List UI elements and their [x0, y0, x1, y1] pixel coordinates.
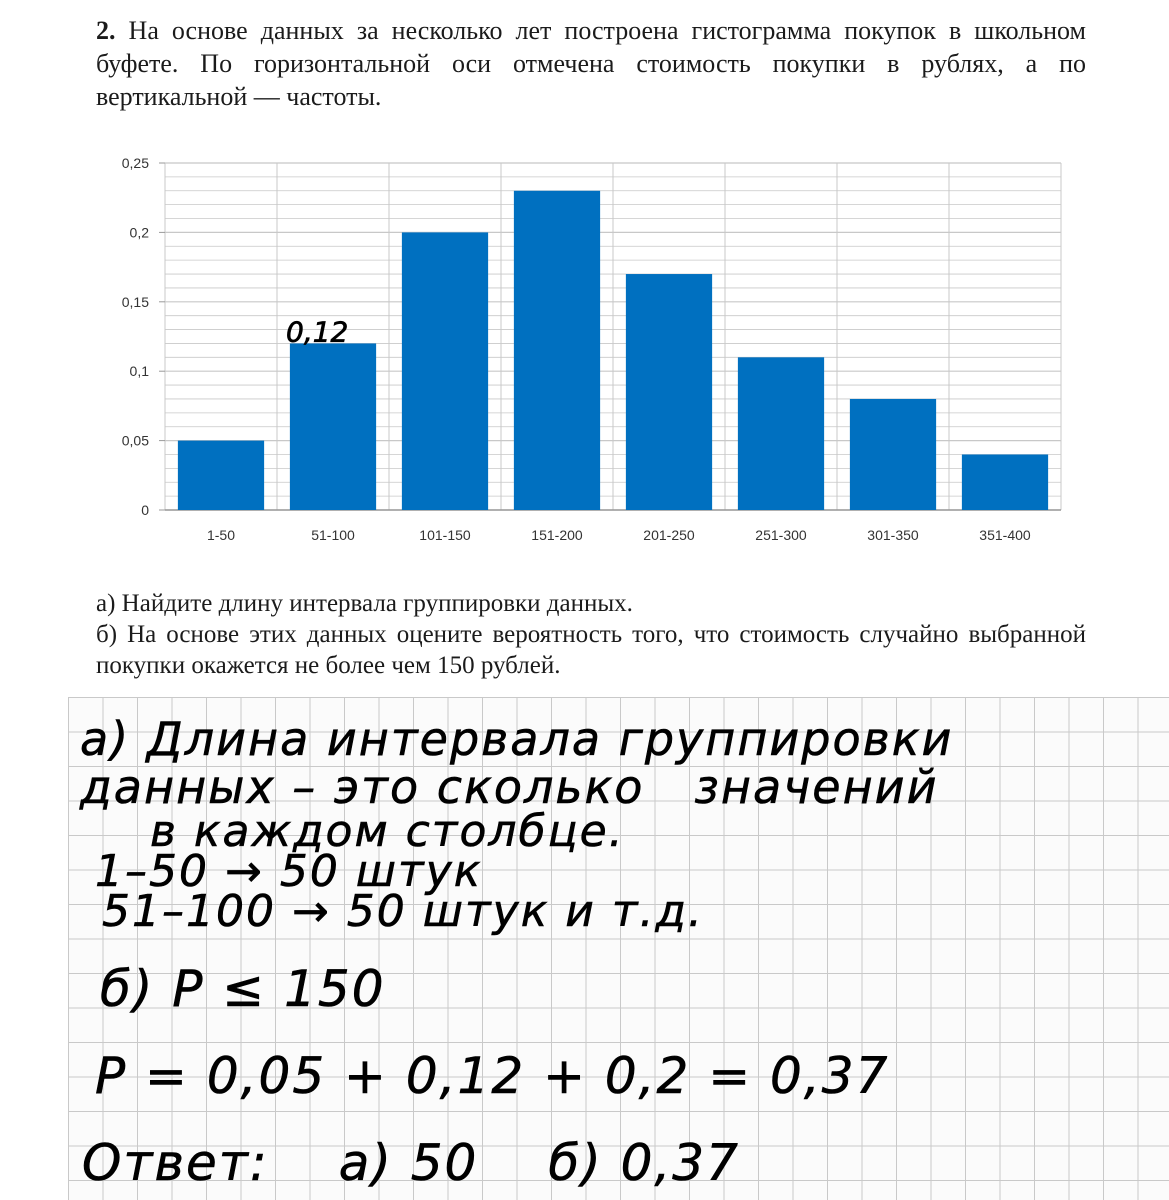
problem-number: 2.	[96, 16, 116, 45]
bar-201-250	[626, 274, 712, 510]
solution-line-4: 1–50 → 50 штук	[95, 846, 483, 897]
bar-51-100	[290, 343, 376, 510]
x-tick-label: 1-50	[206, 527, 236, 543]
x-tick-label: 351-400	[979, 527, 1031, 543]
bar-251-300	[738, 357, 824, 510]
y-tick-label: 0,1	[129, 363, 149, 380]
answer-line	[82, 1134, 740, 1192]
question-b: б) На основе этих данных оцените вероятность того, что стоимость случайно выбранной покупки окажется не более чем 150 рублей.	[96, 621, 1086, 679]
bar-annotation: 0,12	[286, 315, 349, 349]
solution-line-6: б) P ≤ 150	[100, 960, 386, 1018]
x-tick-label: 301-350	[867, 527, 919, 543]
solution-line-1: а) Длина интервала группировки	[80, 712, 954, 766]
y-tick-label: 0	[141, 502, 149, 518]
solution-line-5: 51–100 → 50 штук и т.д.	[102, 886, 704, 937]
bar-301-350	[850, 399, 936, 510]
answer-b: б) 0,37	[548, 1134, 740, 1192]
solution-line-7: P = 0,05 + 0,12 + 0,2 = 0,37	[95, 1047, 890, 1105]
x-tick-label: 201-250	[643, 527, 695, 543]
solution-line-2a: данных – это сколько	[80, 760, 645, 814]
bar-151-200	[514, 191, 600, 510]
questions	[96, 588, 1086, 681]
y-tick-label: 0,05	[121, 432, 149, 449]
problem-statement	[96, 14, 1086, 113]
question-a: а) Найдите длину интервала группировки данных.	[96, 590, 633, 617]
y-tick-label: 0,25	[121, 155, 149, 171]
y-tick-label: 0,15	[121, 293, 149, 310]
bar-351-400	[962, 454, 1048, 510]
histogram-chart	[0, 140, 1169, 580]
x-tick-label: 51-100	[311, 527, 355, 543]
x-tick-label: 101-150	[419, 527, 471, 543]
answer-label: Ответ:	[82, 1134, 269, 1192]
solution-line-3: в каждом столбце.	[150, 806, 625, 857]
y-tick-label: 0,2	[129, 224, 149, 241]
solution-line-2b: значений	[694, 760, 939, 814]
bar-101-150	[402, 232, 488, 510]
x-tick-label: 151-200	[531, 527, 583, 543]
x-tick-label: 251-300	[755, 527, 807, 543]
answer-a: а) 50	[338, 1134, 479, 1192]
bar-1-50	[178, 441, 264, 510]
problem-text: На основе данных за несколько лет построена гистограмма покупок в школьном буфете. По горизонтальной оси отмечена стоимость покупки в рублях, а по вертикальной — частоты.	[96, 16, 1086, 111]
